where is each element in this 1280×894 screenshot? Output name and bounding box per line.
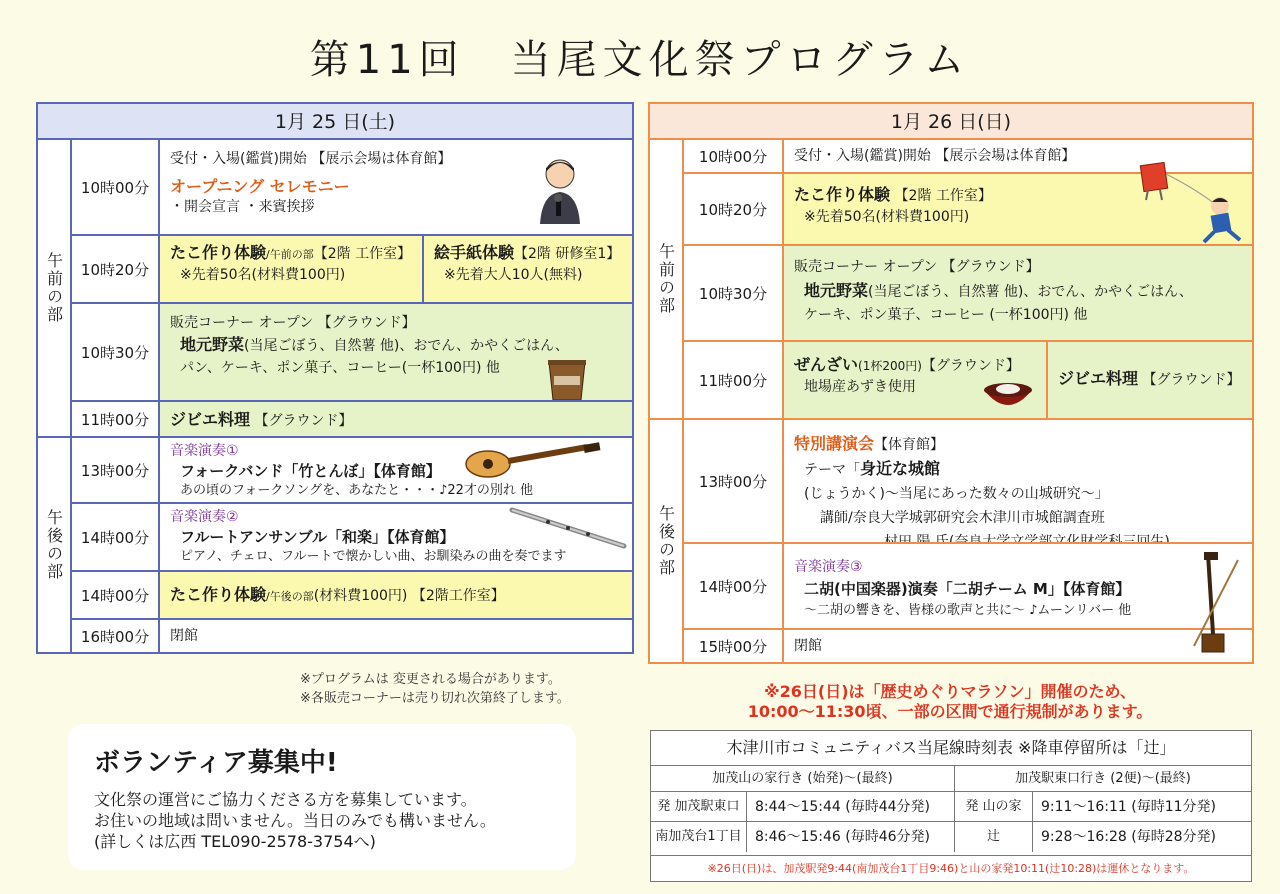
music3-label: 音楽演奏③ [794, 559, 863, 575]
day2-morning-label: 午前の部 [650, 140, 684, 418]
day2-row-1020 [684, 172, 1252, 244]
time-label: 10時30分 [72, 304, 160, 400]
day1-row-1100 [72, 400, 632, 436]
kite2-note: ※先着50名(材料費100円) [804, 209, 970, 225]
zenzai-place: 【グラウンド】 [921, 358, 1020, 374]
warning-line: ※26日(日)は「歴史めぐりマラソン」開催のため、 [764, 682, 1136, 701]
day2-row-1400 [684, 542, 1252, 628]
kite-workshop-am [160, 236, 424, 302]
time-label: 13時00分 [72, 438, 160, 502]
zenzai-cell [784, 342, 1048, 418]
day1-row-1400b [72, 570, 632, 618]
market-items-1: (当尾ごぼう、自然薯 他)、おでん、かやくごはん、 [244, 338, 569, 354]
music3-title: 二胡(中国楽器)演奏「二胡チーム M」【体育館】 [804, 580, 1131, 598]
market-items-2: パン、ケーキ、ポン菓子、コーヒー(一杯100円) 他 [180, 360, 500, 376]
bus-times: 8:46〜15:46 (毎時46分発) [747, 822, 955, 852]
warning-line: 10:00〜11:30頃、一部の区間で通行規制があります。 [747, 702, 1153, 721]
local-veg: 地元野菜 [180, 335, 245, 354]
day1-row-1020 [72, 234, 632, 302]
bus-col1-header: 加茂山の家行き (始発)〜(最終) [651, 766, 955, 792]
opening-details: ・開会宣言 ・来賓挨拶 [170, 199, 315, 215]
day2-header: 1月 26 日(日) [650, 104, 1252, 140]
opening-ceremony: オープニング セレモニー [170, 177, 350, 196]
gibier-day2 [1048, 342, 1252, 418]
theme-title: 身近な城館 [860, 459, 941, 478]
kite-pm-session: /午後の部 [266, 590, 314, 603]
time-label: 10時20分 [72, 236, 160, 302]
closing-day1: 閉館 [160, 620, 632, 652]
kite-note: ※先着50名(材料費100円) [180, 267, 346, 283]
postcard-workshop [424, 236, 632, 302]
page-title: 第11回 当尾文化祭プログラム [309, 37, 971, 83]
gibier-place: 【グラウンド】 [254, 413, 353, 429]
local-veg-2: 地元野菜 [804, 281, 869, 300]
time-label: 16時00分 [72, 620, 160, 652]
kite-pm-info: (材料費100円) 【2階工作室】 [313, 588, 505, 604]
music2-desc: ピアノ、チェロ、フルートで懐かしい曲、お馴染みの曲を奏でます [180, 549, 567, 564]
music1-desc: あの頃のフォークソングを、あなたと・・・♪22才の別れ 他 [180, 483, 534, 498]
traffic-warning [650, 682, 1250, 722]
gibier-name: ジビエ料理 [170, 410, 251, 429]
time-label: 10時30分 [684, 246, 784, 340]
day2-row-1100 [684, 340, 1252, 418]
gibier-cell [160, 402, 632, 436]
theme-rest: (じょうかく)〜当尾にあった数々の山城研究〜」 [804, 486, 1109, 502]
zenzai-price: (1杯200円) [858, 359, 922, 373]
volunteer-contact: (詳しくは広西 TEL090-2578-3754へ) [94, 832, 376, 851]
volunteer-line: 文化祭の運営にご協力くださる方を募集しています。 [94, 790, 477, 809]
coffee-cup-icon [546, 358, 588, 402]
day2-afternoon-label: 午後の部 [650, 418, 684, 662]
postcard-note: ※先着大人10人(無料) [444, 267, 583, 283]
note-line: ※プログラムは 変更される場合があります。 [300, 672, 561, 687]
time-label: 10時20分 [684, 174, 784, 244]
market-cell [160, 304, 632, 400]
schedule-day1 [36, 102, 634, 654]
bus-title: 木津川市コミュニティバス当尾線時刻表 ※降車停留所は「辻」 [651, 731, 1251, 766]
opening-reception: 受付・入場(鑑賞)開始 【展示会場は体育館】 [170, 151, 452, 167]
time-label: 15時00分 [684, 630, 784, 662]
music1-title: フォークバンド「竹とんぼ」【体育館】 [180, 462, 441, 480]
gibier2-name: ジビエ料理 [1058, 369, 1139, 388]
kite-workshop-pm [160, 572, 632, 618]
music3-desc: 〜二胡の響きを、皆様の歌声と共に〜 ♪ムーンリバー 他 [804, 603, 1132, 618]
market-day2 [784, 246, 1252, 340]
music2-title: フルートアンサンブル「和楽」【体育館】 [180, 528, 455, 546]
day2-row-1300 [684, 418, 1252, 542]
day1-row-1030 [72, 302, 632, 400]
kite-flying-icon [1128, 160, 1248, 244]
bus-times: 9:11〜16:11 (毎時11分発) [1033, 792, 1251, 822]
theme-prefix: テーマ「 [804, 462, 860, 478]
music3-cell [784, 544, 1252, 628]
bus-times: 8:44〜15:44 (毎時44分発) [747, 792, 955, 822]
time-label: 10時00分 [72, 140, 160, 234]
kite2-name: たこ作り体験 [794, 185, 891, 204]
lecture-cell [784, 420, 1252, 542]
time-label: 14時00分 [684, 544, 784, 628]
kite-name: たこ作り体験 [170, 243, 267, 262]
day1-morning-label: 午前の部 [38, 140, 72, 436]
volunteer-box [68, 724, 576, 870]
zenzai-note: 地場産あずき使用 [804, 379, 916, 395]
time-label: 14時00分 [72, 572, 160, 618]
market-open: 販売コーナー オープン 【グラウンド】 [170, 315, 416, 331]
lecture-place: 【体育館】 [874, 437, 945, 453]
market2-items-2: ケーキ、ポン菓子、コーヒー (一杯100円) 他 [804, 307, 1088, 323]
day2-row-1500 [684, 628, 1252, 662]
speaker-icon [538, 158, 582, 224]
bus-col2-header: 加茂駅東口行き (2便)〜(最終) [955, 766, 1251, 792]
day1-row-1300 [72, 436, 632, 502]
kite-pm-name: たこ作り体験 [170, 585, 267, 604]
bus-stop: 発 加茂駅東口 [651, 792, 747, 822]
time-label: 11時00分 [684, 342, 784, 418]
lecturer-org: 講師/奈良大学城郭研究会木津川市城館調査班 [820, 510, 1105, 526]
program-notes [300, 670, 570, 708]
day1-row-1400a [72, 502, 632, 570]
note-line: ※各販売コーナーは売り切れ次第終了します。 [300, 691, 570, 706]
schedule-day2 [648, 102, 1254, 664]
bus-stop: 南加茂台1丁目 [651, 822, 747, 852]
erhu-icon [1188, 550, 1244, 658]
day2-row-1030 [684, 244, 1252, 340]
flute-icon [508, 506, 628, 550]
postcard-name: 絵手紙体験 [434, 243, 515, 262]
reception-day2: 受付・入場(鑑賞)開始 【展示会場は体育館】 [784, 140, 1252, 172]
kite-place: 【2階 工作室】 [313, 246, 412, 262]
guitar-icon [462, 442, 602, 480]
opening-cell [160, 140, 632, 234]
day1-header: 1月 25 日(土) [38, 104, 632, 140]
music2-label: 音楽演奏② [170, 509, 239, 525]
bus-stop: 発 山の家 [955, 792, 1033, 822]
lecture-title: 特別講演会 [794, 434, 875, 453]
postcard-place: 【2階 研修室1】 [514, 246, 621, 262]
market2-open: 販売コーナー オープン 【グラウンド】 [794, 259, 1040, 275]
zenzai-name: ぜんざい [794, 355, 859, 374]
time-label: 14時00分 [72, 504, 160, 570]
time-label: 11時00分 [72, 402, 160, 436]
day1-row-1000 [72, 140, 632, 234]
bus-timetable [650, 730, 1252, 882]
bus-stop: 辻 [955, 822, 1033, 852]
music1-cell [160, 438, 632, 502]
volunteer-line: お住いの地域は問いません。当日のみでも構いません。 [94, 811, 496, 830]
market2-items-1: (当尾ごぼう、自然薯 他)、おでん、かやくごはん、 [868, 284, 1193, 300]
gibier2-place: 【グラウンド】 [1142, 372, 1241, 388]
bus-times: 9:28〜16:28 (毎時28分発) [1041, 829, 1216, 845]
kite2-place: 【2階 工作室】 [894, 188, 992, 204]
kite-session: /午前の部 [266, 248, 314, 261]
time-label: 10時00分 [684, 140, 784, 172]
zenzai-bowl-icon [982, 380, 1034, 414]
music2-cell [160, 504, 632, 570]
kite-workshop-day2 [784, 174, 1252, 244]
bus-footnote: ※26日(日)は、加茂駅発9:44(南加茂台1丁目9:46)と山の家発10:11(辻10:28)は運休となります。 [651, 855, 1251, 882]
closing-day2: 閉館 [784, 630, 1252, 662]
music1-label: 音楽演奏① [170, 443, 239, 459]
volunteer-title: ボランティア募集中! [94, 748, 338, 778]
time-label: 13時00分 [684, 420, 784, 542]
day1-row-1600 [72, 618, 632, 652]
day1-afternoon-label: 午後の部 [38, 436, 72, 652]
